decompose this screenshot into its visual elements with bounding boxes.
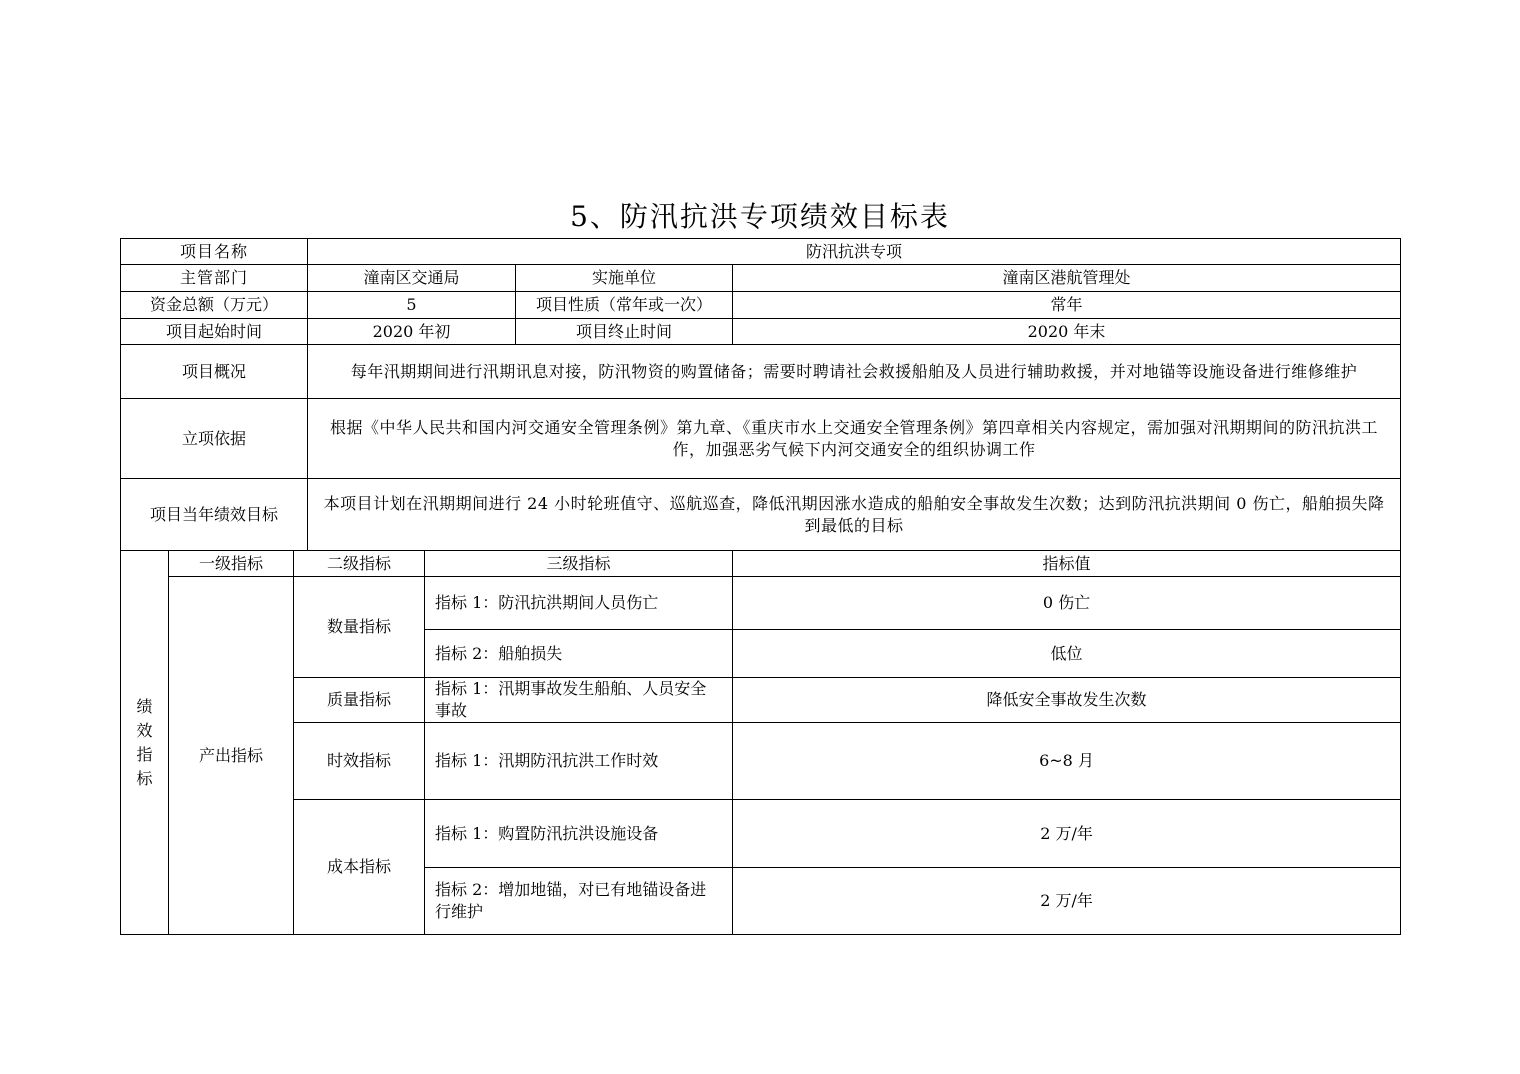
goal-label: 项目当年绩效目标: [121, 479, 308, 551]
row-funds: [121, 292, 1401, 319]
page-title: 5、防汛抗洪专项绩效目标表: [570, 200, 950, 233]
quantity-value-1: 0 伤亡: [733, 577, 1401, 630]
group-cost: 成本指标: [294, 800, 425, 935]
cost-value-1: 2 万/年: [733, 800, 1401, 868]
impl-unit-label: 实施单位: [516, 265, 733, 292]
impl-unit-value: 潼南区港航管理处: [733, 265, 1401, 292]
project-name-label: 项目名称: [121, 239, 308, 265]
cost-indicator-1: 指标 1：购置防汛抗洪设施设备: [425, 800, 733, 868]
header-level2: 二级指标: [294, 551, 425, 577]
funds-label: 资金总额（万元）: [121, 292, 308, 319]
performance-indicators-label: [121, 551, 169, 935]
overview-text: 每年汛期期间进行汛期讯息对接，防汛物资的购置储备；需要时聘请社会救援船舶及人员进行辅助救援，并对地锚等设施设备进行维修维护: [308, 345, 1401, 399]
table-row: [121, 723, 1401, 800]
timeliness-value-1: 6~8 月: [733, 723, 1401, 800]
performance-indicators-text: 绩效指标: [136, 696, 153, 788]
quantity-value-2: 低位: [733, 630, 1401, 678]
row-project-name: [121, 239, 1401, 265]
goal-text: 本项目计划在汛期期间进行 24 小时轮班值守、巡航巡查，降低汛期因涨水造成的船舶安全事故发生次数；达到防汛抗洪期间 0 伤亡，船舶损失降到最低的目标: [308, 479, 1401, 551]
nature-value: 常年: [733, 292, 1401, 319]
group-timeliness: 时效指标: [294, 723, 425, 800]
row-overview: [121, 345, 1401, 399]
department-label: 主管部门: [121, 265, 308, 292]
group-quality: 质量指标: [294, 678, 425, 723]
cost-indicator-2: 指标 2：增加地锚，对已有地锚设备进行维护: [425, 868, 733, 935]
end-value: 2020 年末: [733, 319, 1401, 345]
basis-text: 根据《中华人民共和国内河交通安全管理条例》第九章、《重庆市水上交通安全管理条例》第四章相关内容规定，需加强对汛期期间的防汛抗洪工作，加强恶劣气候下内河交通安全的组织协调工作: [308, 399, 1401, 479]
cost-value-2: 2 万/年: [733, 868, 1401, 935]
table-row: [121, 678, 1401, 723]
row-department: [121, 265, 1401, 292]
row-basis: [121, 399, 1401, 479]
group-quantity: 数量指标: [294, 577, 425, 678]
nature-label: 项目性质（常年或一次）: [516, 292, 733, 319]
funds-value: 5: [308, 292, 516, 319]
header-level3: 三级指标: [425, 551, 733, 577]
quantity-indicator-1: 指标 1：防汛抗洪期间人员伤亡: [425, 577, 733, 630]
quantity-indicator-2: 指标 2：船舶损失: [425, 630, 733, 678]
header-level1: 一级指标: [169, 551, 294, 577]
row-period: [121, 319, 1401, 345]
level1-output: 产出指标: [169, 577, 294, 935]
overview-label: 项目概况: [121, 345, 308, 399]
department-value: 潼南区交通局: [308, 265, 516, 292]
header-value: 指标值: [733, 551, 1401, 577]
timeliness-indicator-1: 指标 1：汛期防汛抗洪工作时效: [425, 723, 733, 800]
project-name-value: 防汛抗洪专项: [308, 239, 1401, 265]
table-row: [121, 800, 1401, 868]
quality-indicator-1: 指标 1：汛期事故发生船舶、人员安全事故: [425, 678, 733, 723]
start-label: 项目起始时间: [121, 319, 308, 345]
table-row: [121, 577, 1401, 630]
indicator-header-row: [121, 551, 1401, 577]
performance-target-table: [120, 238, 1401, 935]
end-label: 项目终止时间: [516, 319, 733, 345]
basis-label: 立项依据: [121, 399, 308, 479]
start-value: 2020 年初: [308, 319, 516, 345]
quality-value-1: 降低安全事故发生次数: [733, 678, 1401, 723]
row-goal: [121, 479, 1401, 551]
